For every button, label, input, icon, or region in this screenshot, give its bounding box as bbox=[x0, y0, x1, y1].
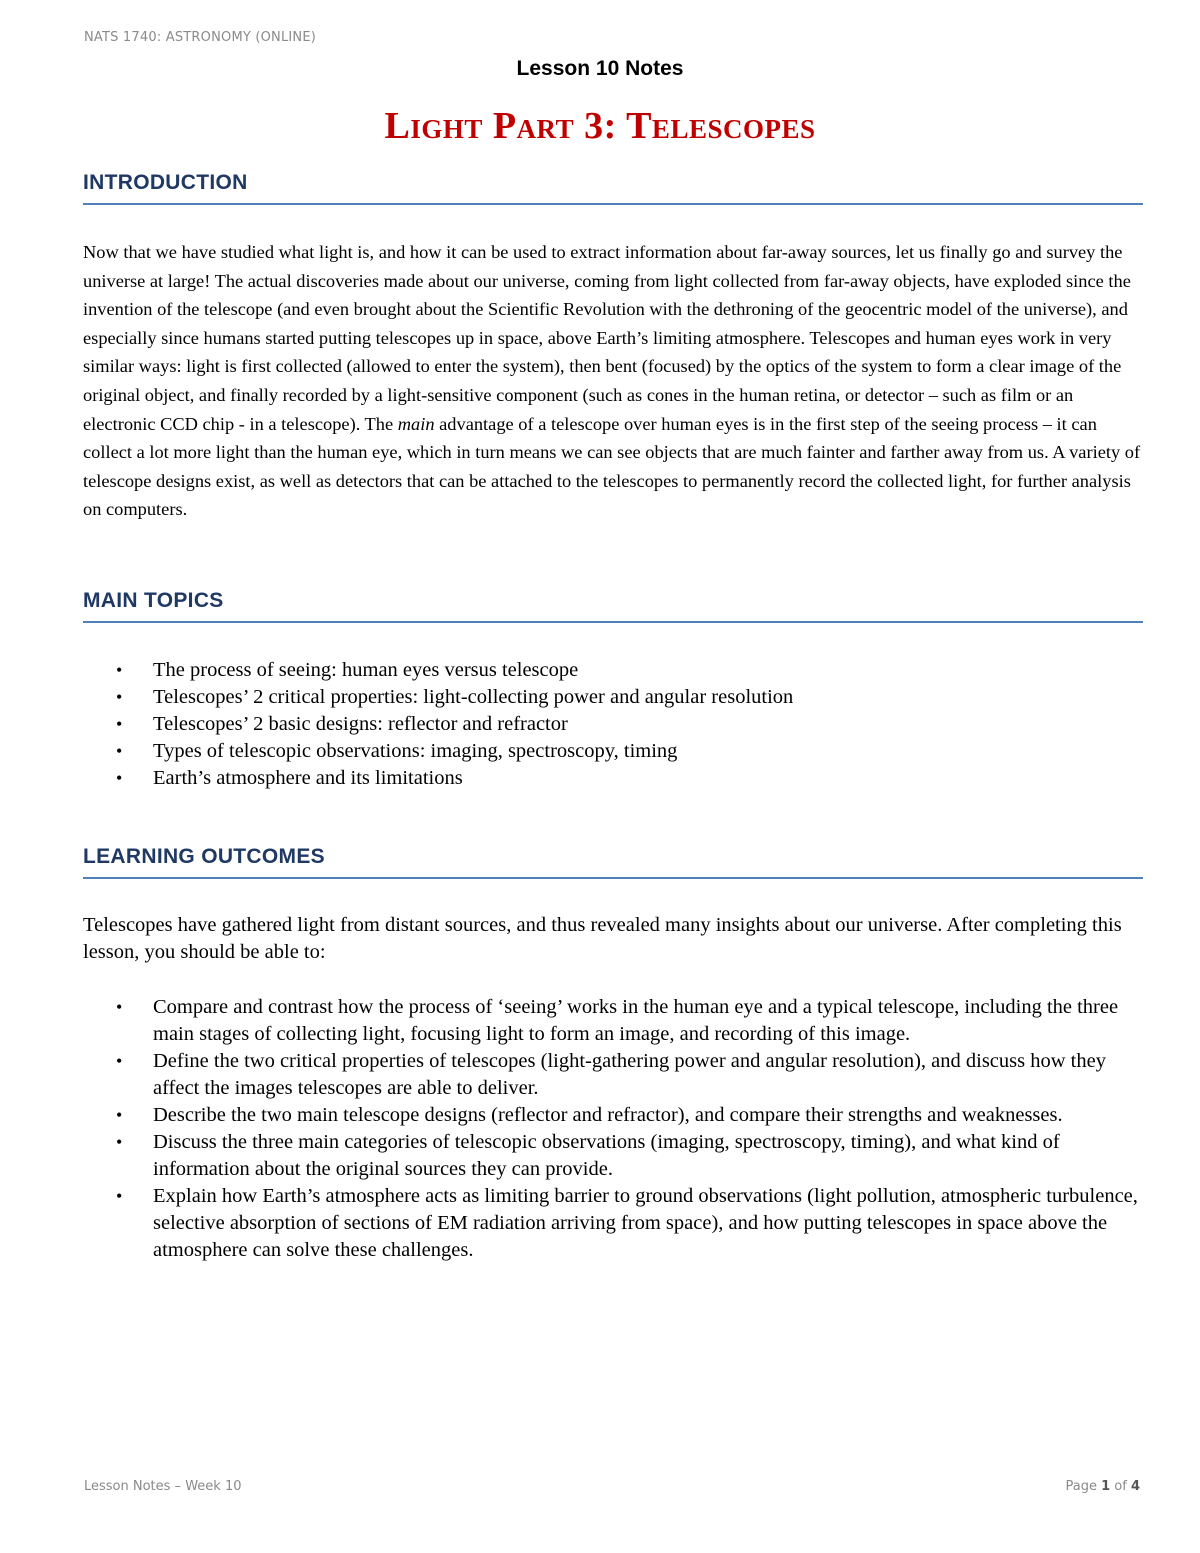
list-item bbox=[108, 738, 1148, 765]
bullet-icon: • bbox=[116, 741, 123, 761]
section-heading-main-topics: MAIN TOPICS bbox=[83, 589, 1143, 623]
list-item-text: Compare and contrast how the process of ‘seeing’ works in the human eye and a typical telescope, including the three main stages of collecting light, focusing light to form an image, and recording of this image. bbox=[153, 996, 1119, 1045]
bullet-icon: • bbox=[116, 660, 123, 680]
list-item-text: Describe the two main telescope designs (reflector and refractor), and compare their strengths and weaknesses. bbox=[153, 1104, 1063, 1126]
main-topics-list bbox=[108, 657, 1148, 792]
bullet-icon: • bbox=[116, 768, 123, 788]
list-item bbox=[108, 1048, 1148, 1102]
list-item-text: Explain how Earth’s atmosphere acts as limiting barrier to ground observations (light pollution, atmospheric turbulence, selective absorption of sections of EM radiation arriving from space), and how putting telescopes in space above the atmosphere can solve these challenges. bbox=[153, 1185, 1138, 1261]
list-item bbox=[108, 994, 1148, 1048]
running-header-course: NATS 1740: ASTRONOMY (ONLINE) bbox=[84, 30, 317, 45]
list-item-text: Telescopes’ 2 basic designs: reflector and refractor bbox=[153, 713, 568, 735]
bullet-icon: • bbox=[116, 687, 123, 707]
section-heading-learning-outcomes: LEARNING OUTCOMES bbox=[83, 845, 1143, 879]
lesson-label: Lesson 10 Notes bbox=[516, 57, 684, 80]
list-item-text: Define the two critical properties of telescopes (light-gathering power and angular resolution), and discuss how they affect the images telescopes are able to deliver. bbox=[153, 1050, 1106, 1099]
list-item bbox=[108, 657, 1148, 684]
total-page-count: 4 bbox=[1130, 1479, 1140, 1494]
list-item bbox=[108, 1102, 1148, 1129]
page-number-indicator bbox=[1065, 1479, 1140, 1494]
introduction-emphasis: main bbox=[397, 413, 435, 434]
bullet-icon: • bbox=[116, 1105, 123, 1125]
bullet-icon: • bbox=[116, 1186, 123, 1206]
list-item-text: Telescopes’ 2 critical properties: light-collecting power and angular resolution bbox=[153, 686, 794, 708]
list-item bbox=[108, 1129, 1148, 1183]
of-word: of bbox=[1114, 1479, 1127, 1494]
list-item-text: Discuss the three main categories of telescopic observations (imaging, spectroscopy, timing), and what kind of information about the original sources they can provide. bbox=[153, 1131, 1060, 1180]
introduction-text-part-1: Now that we have studied what light is, and how it can be used to extract information about far-away sources, let us finally go and survey the universe at large! The actual discoveries made about our universe, coming from light collected from far-away objects, have exploded since the invention of the telescope (and even brought about the Scientific Revolution with the dethroning of the geocentric model of the universe), and especially since humans started putting telescopes up in space, above Earth’s limiting atmosphere. Telescopes and human eyes work in very similar ways: light is first collected (allowed to enter the system), then bent (focused) by the optics of the system to form a clear image of the original object, and finally recorded by a light-sensitive component (such as cones in the human retina, or detector – such as film or an electronic CCD chip - in a telescope). The bbox=[83, 242, 1131, 434]
bullet-icon: • bbox=[116, 714, 123, 734]
list-item bbox=[108, 765, 1148, 792]
section-heading-introduction: INTRODUCTION bbox=[83, 171, 1143, 205]
document-title: Light Part 3: Telescopes bbox=[384, 105, 816, 147]
list-item-text: Types of telescopic observations: imaging, spectroscopy, timing bbox=[153, 740, 678, 762]
bullet-icon: • bbox=[116, 1132, 123, 1152]
page-word: Page bbox=[1065, 1479, 1097, 1494]
bullet-icon: • bbox=[116, 1051, 123, 1071]
list-item bbox=[108, 684, 1148, 711]
list-item bbox=[108, 711, 1148, 738]
introduction-paragraph bbox=[83, 238, 1145, 524]
list-item-text: Earth’s atmosphere and its limitations bbox=[153, 767, 463, 789]
running-footer-week: Lesson Notes – Week 10 bbox=[84, 1479, 242, 1494]
bullet-icon: • bbox=[116, 997, 123, 1017]
learning-outcomes-list bbox=[108, 994, 1148, 1264]
current-page-number: 1 bbox=[1101, 1479, 1111, 1494]
learning-outcomes-intro: Telescopes have gathered light from distant sources, and thus revealed many insights about our universe. After completing this lesson, you should be able to: bbox=[83, 914, 1122, 963]
list-item-text: The process of seeing: human eyes versus telescope bbox=[153, 659, 579, 681]
list-item bbox=[108, 1183, 1148, 1264]
introduction-text-part-2: advantage of a telescope over human eyes is in the first step of the seeing process – it can collect a lot more light than the human eye, which in turn means we can see objects that are much fainter and farther away from us. A variety of telescope designs exist, as well as detectors that can be attached to the telescopes to permanently record the collected light, for further analysis on computers. bbox=[83, 413, 1141, 520]
